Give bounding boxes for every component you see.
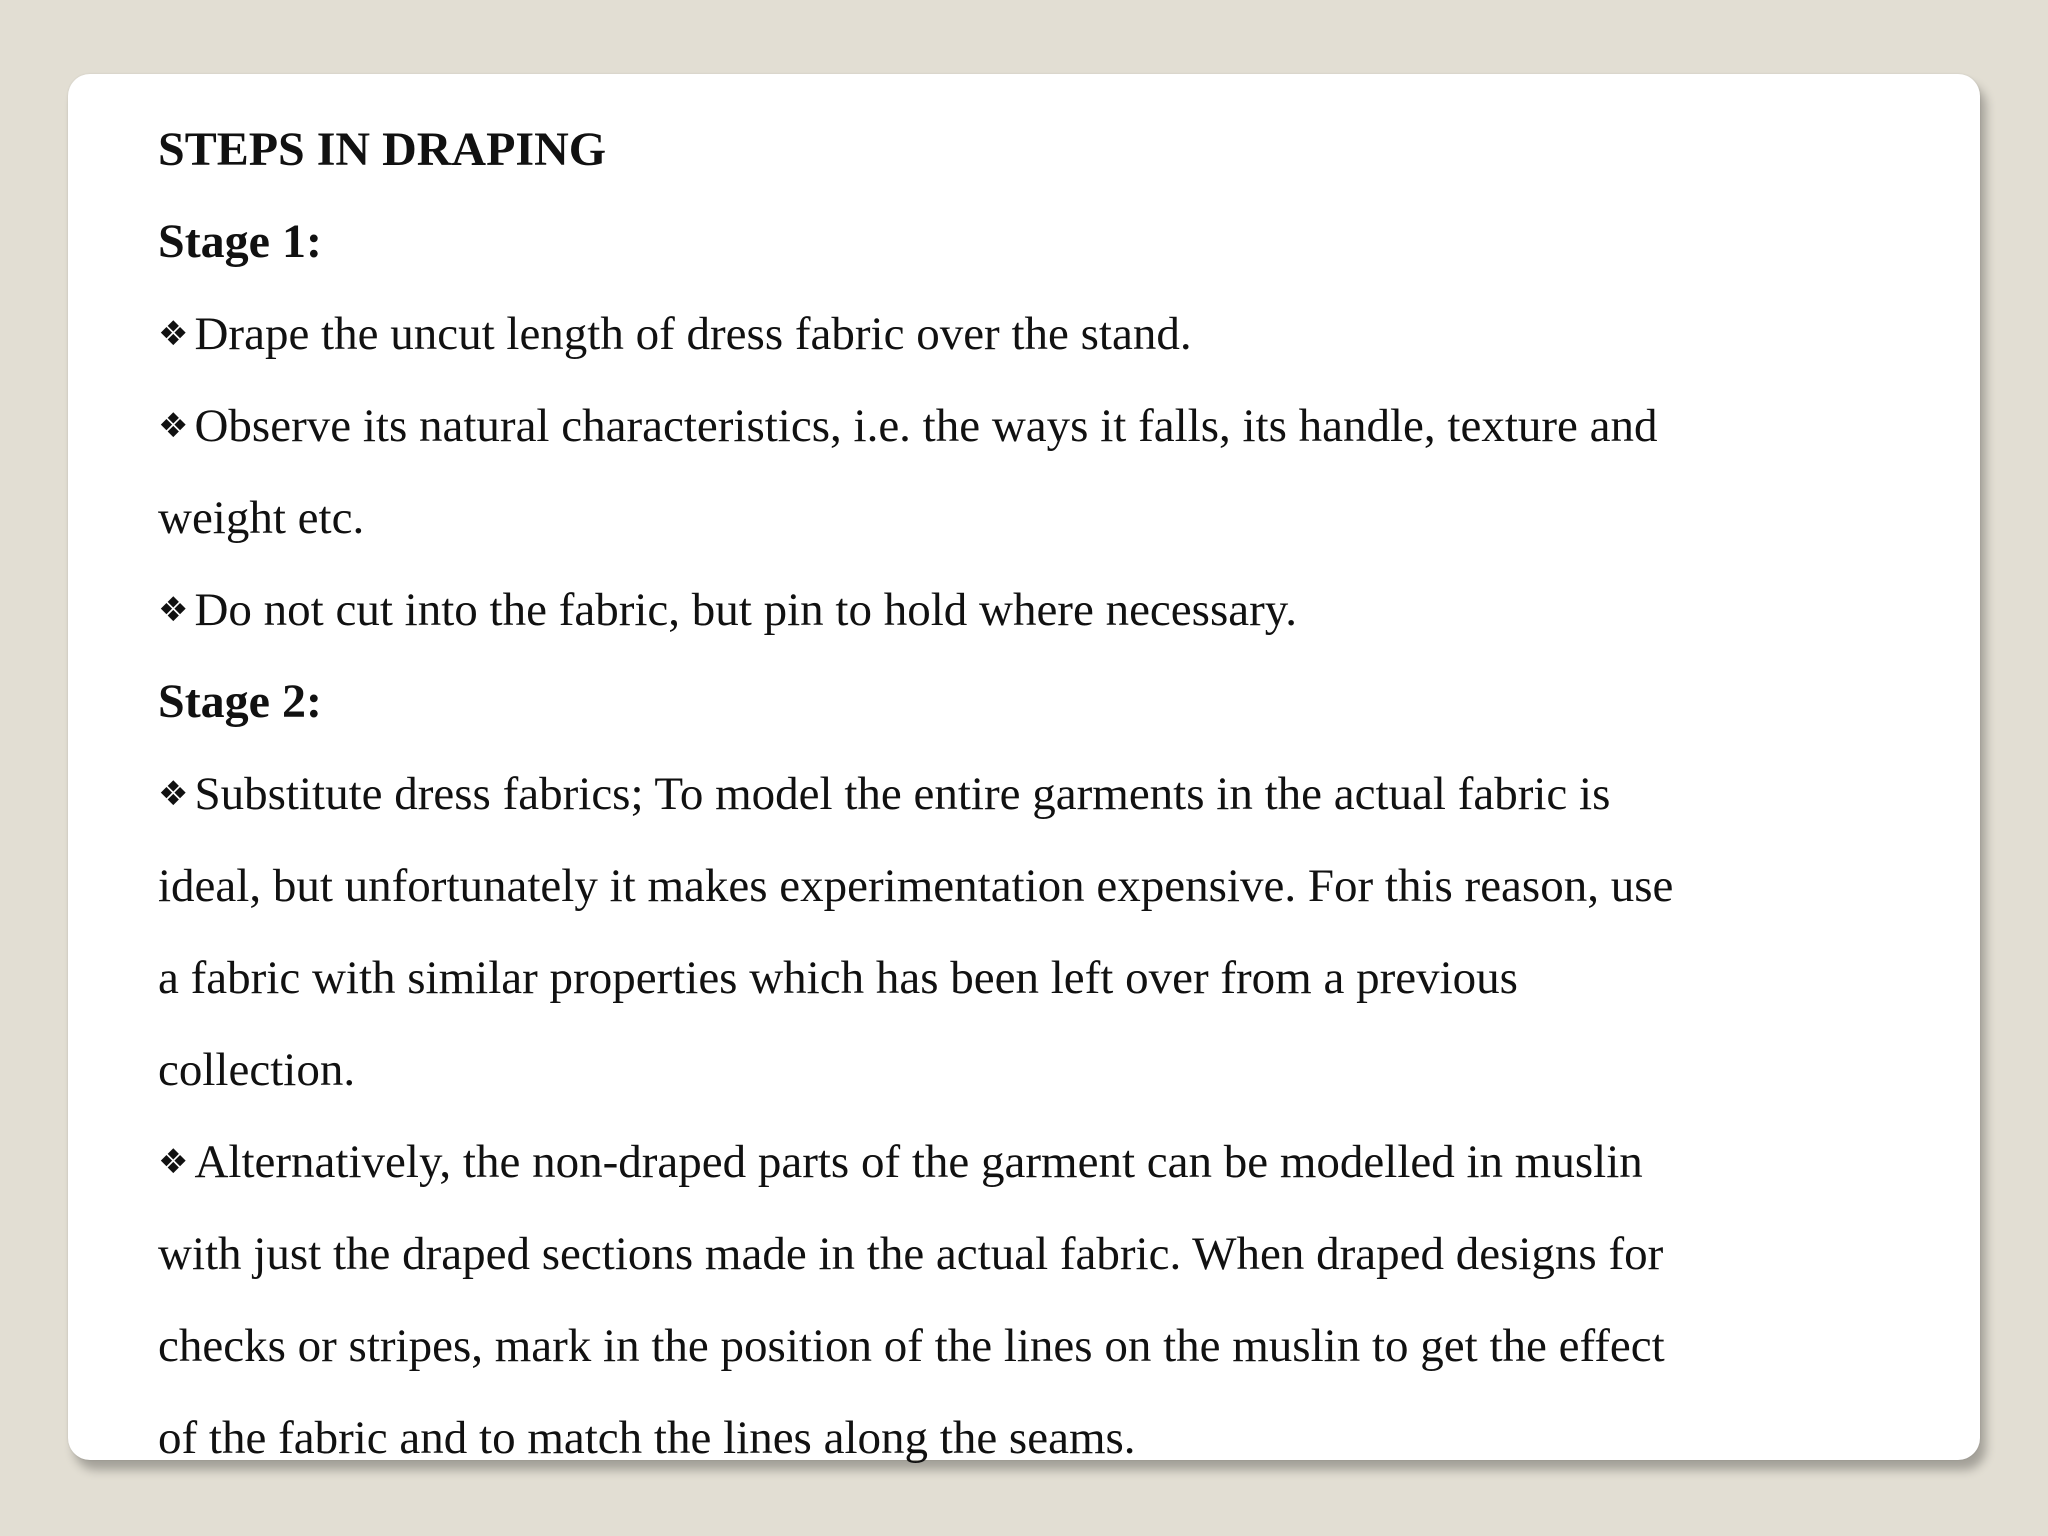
diamond-bullet-icon: ❖	[158, 314, 189, 354]
bullet-text: Drape the uncut length of dress fabric over the stand.	[194, 308, 1192, 360]
bullet-text: Do not cut into the fabric, but pin to hold where necessary.	[194, 584, 1297, 636]
slide-content	[158, 104, 1948, 1484]
stage-2-bullet-2-continued: of the fabric and to match the lines along the seams.	[158, 1412, 1136, 1464]
bullet-text: Alternatively, the non-draped parts of the garment can be modelled in muslin	[194, 1136, 1643, 1188]
diamond-bullet-icon: ❖	[158, 590, 189, 630]
bullet-text: Substitute dress fabrics; To model the entire garments in the actual fabric is	[194, 768, 1611, 820]
diamond-bullet-icon: ❖	[158, 774, 189, 814]
slide-title: STEPS IN DRAPING	[158, 123, 607, 176]
diamond-bullet-icon: ❖	[158, 406, 189, 446]
stage-2-bullet-2-continued: checks or stripes, mark in the position of the lines on the muslin to get the effect	[158, 1320, 1665, 1372]
diamond-bullet-icon: ❖	[158, 1142, 189, 1182]
stage-2-bullet-1	[158, 748, 1948, 840]
stage-1-bullet-1	[158, 288, 1948, 380]
stage-1-label: Stage 1:	[158, 215, 322, 268]
stage-2-bullet-1-continued: a fabric with similar properties which has been left over from a previous	[158, 952, 1518, 1004]
stage-2-bullet-2-continued: with just the draped sections made in the actual fabric. When draped designs for	[158, 1228, 1664, 1280]
stage-1-bullet-2-continued: weight etc.	[158, 492, 365, 544]
stage-2-bullet-1-continued: collection.	[158, 1044, 356, 1096]
stage-2-bullet-2	[158, 1116, 1948, 1208]
stage-1-bullet-3	[158, 564, 1948, 656]
stage-2-bullet-1-continued: ideal, but unfortunately it makes experimentation expensive. For this reason, use	[158, 860, 1674, 912]
bullet-text: Observe its natural characteristics, i.e. the ways it falls, its handle, texture and	[194, 400, 1658, 452]
stage-2-label: Stage 2:	[158, 675, 322, 728]
stage-1-bullet-2	[158, 380, 1948, 472]
